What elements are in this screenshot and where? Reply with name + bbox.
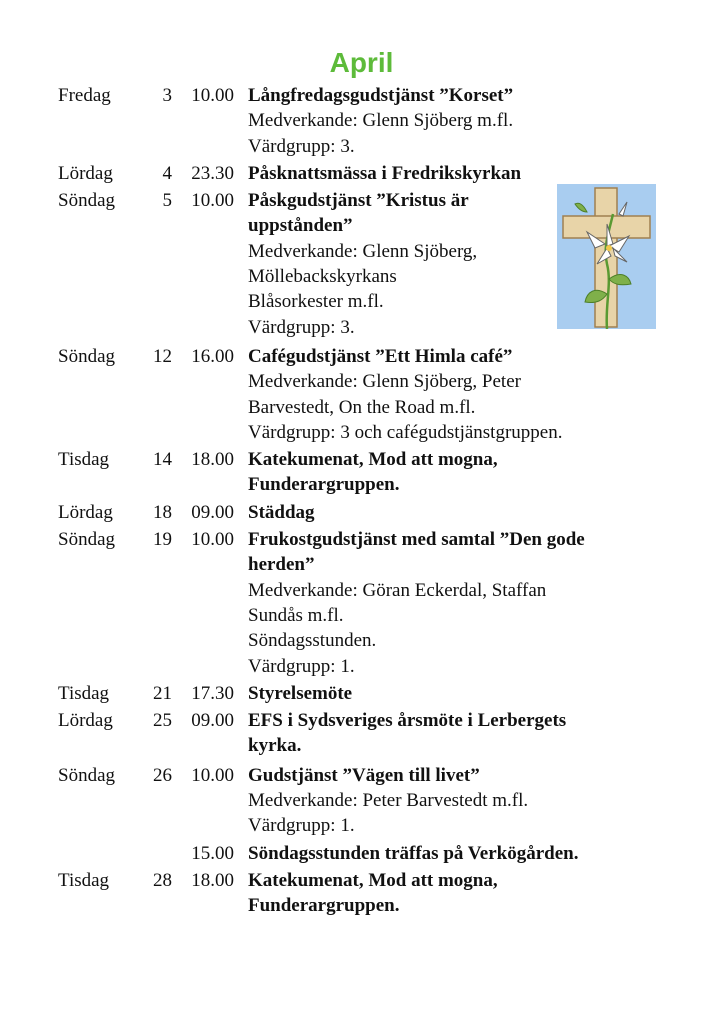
page-title: April bbox=[329, 47, 394, 78]
entry-title-line: Katekumenat, Mod att mogna, bbox=[248, 449, 498, 471]
schedule-entry bbox=[0, 161, 723, 186]
schedule-entry bbox=[0, 500, 723, 525]
entry-description bbox=[248, 763, 723, 839]
entry-description bbox=[248, 161, 723, 186]
entry-title-line: Gudstjänst ”Vägen till livet” bbox=[248, 764, 480, 786]
entry-day: Söndag bbox=[58, 764, 115, 786]
entry-description bbox=[248, 527, 723, 679]
entry-detail-line: Medverkande: Peter Barvestedt m.fl. bbox=[248, 790, 529, 812]
schedule-entry bbox=[0, 841, 723, 866]
entry-date: 18 bbox=[153, 501, 172, 523]
entry-time: 16.00 bbox=[191, 345, 234, 367]
entry-day: Lördag bbox=[58, 710, 113, 732]
schedule-entry bbox=[0, 344, 723, 445]
entry-time: 09.00 bbox=[191, 710, 234, 732]
entry-title-line: uppstånden” bbox=[248, 215, 353, 237]
entry-time: 10.00 bbox=[191, 190, 234, 212]
entry-detail-line: Medverkande: Glenn Sjöberg, bbox=[248, 240, 478, 262]
entry-title-line: Cafégudstjänst ”Ett Himla café” bbox=[248, 345, 513, 367]
entry-title-line: Långfredagsgudstjänst ”Korset” bbox=[248, 85, 514, 106]
entry-date: 3 bbox=[162, 85, 172, 106]
schedule-entry bbox=[0, 527, 723, 679]
entry-description bbox=[248, 83, 723, 159]
entry-title-line: Påskgudstjänst ”Kristus är bbox=[248, 190, 469, 212]
easter-lily-cross-icon bbox=[557, 184, 656, 329]
entry-detail-line: Barvestedt, On the Road m.fl. bbox=[248, 396, 476, 418]
entry-description bbox=[248, 447, 723, 498]
entry-title-line: herden” bbox=[248, 554, 315, 576]
entry-title-line: Frukostgudstjänst med samtal ”Den gode bbox=[248, 529, 585, 551]
entry-detail-line: Värdgrupp: 3. bbox=[248, 135, 355, 157]
entry-time: 18.00 bbox=[191, 449, 234, 471]
entry-description bbox=[248, 188, 543, 340]
entry-date: 19 bbox=[153, 529, 172, 551]
entry-time: 15.00 bbox=[191, 842, 234, 864]
entry-description bbox=[248, 681, 723, 706]
entry-time: 18.00 bbox=[191, 869, 234, 891]
schedule-entry bbox=[0, 708, 723, 759]
schedule-entry bbox=[0, 868, 723, 919]
entry-detail-line: Söndagsstunden. bbox=[248, 630, 377, 652]
entry-date: 14 bbox=[153, 449, 172, 471]
entry-day: Söndag bbox=[58, 190, 115, 212]
entry-description bbox=[248, 500, 723, 525]
entry-title-line: Städdag bbox=[248, 501, 315, 523]
entry-date: 21 bbox=[153, 682, 172, 704]
entry-day: Tisdag bbox=[58, 682, 110, 704]
entry-description bbox=[248, 344, 723, 445]
entry-detail-line: Möllebackskyrkans bbox=[248, 266, 397, 288]
entry-title-line: Katekumenat, Mod att mogna, bbox=[248, 869, 498, 891]
entry-title-line: EFS i Sydsveriges årsmöte i Lerbergets bbox=[248, 710, 567, 732]
entry-title-line: Påsknattsmässa i Fredrikskyrkan bbox=[248, 162, 522, 184]
entry-time: 17.30 bbox=[191, 682, 234, 704]
entry-time: 09.00 bbox=[191, 501, 234, 523]
entry-title-line: kyrka. bbox=[248, 735, 302, 757]
entry-date: 26 bbox=[153, 764, 172, 786]
entry-title-line: Funderargruppen. bbox=[248, 895, 400, 917]
entry-date: 5 bbox=[162, 190, 172, 212]
entry-title-line: Söndagsstunden träffas på Verkögården. bbox=[248, 842, 579, 864]
entry-description bbox=[248, 841, 723, 866]
entry-day: Söndag bbox=[58, 529, 115, 551]
entry-day: Fredag bbox=[58, 85, 111, 106]
entry-time: 23.30 bbox=[191, 162, 234, 184]
entry-date: 25 bbox=[153, 710, 172, 732]
entry-title-line: Funderargruppen. bbox=[248, 474, 400, 496]
entry-detail-line: Sundås m.fl. bbox=[248, 604, 344, 626]
entry-detail-line: Värdgrupp: 3 och cafégudstjänstgruppen. bbox=[248, 421, 563, 443]
entry-description bbox=[248, 868, 723, 919]
entry-day: Söndag bbox=[58, 345, 115, 367]
entry-time: 10.00 bbox=[191, 85, 234, 106]
entry-time: 10.00 bbox=[191, 529, 234, 551]
entry-time: 10.00 bbox=[191, 764, 234, 786]
entry-detail-line: Värdgrupp: 1. bbox=[248, 655, 355, 677]
entry-detail-line: Medverkande: Glenn Sjöberg, Peter bbox=[248, 371, 521, 393]
entry-detail-line: Värdgrupp: 1. bbox=[248, 815, 355, 837]
entry-title-line: Styrelsemöte bbox=[248, 682, 353, 704]
schedule-entry bbox=[0, 83, 723, 159]
entry-detail-line: Medverkande: Göran Eckerdal, Staffan bbox=[248, 579, 547, 601]
schedule-entry bbox=[0, 447, 723, 498]
entry-day: Lördag bbox=[58, 162, 113, 184]
schedule-entry bbox=[0, 763, 723, 839]
entry-day: Tisdag bbox=[58, 449, 110, 471]
entry-detail-line: Medverkande: Glenn Sjöberg m.fl. bbox=[248, 110, 514, 132]
entry-description bbox=[248, 708, 723, 759]
entry-date: 28 bbox=[153, 869, 172, 891]
entry-day: Lördag bbox=[58, 501, 113, 523]
entry-day: Tisdag bbox=[58, 869, 110, 891]
entry-detail-line: Blåsorkester m.fl. bbox=[248, 291, 384, 313]
entry-detail-line: Värdgrupp: 3. bbox=[248, 316, 355, 338]
schedule-entry bbox=[0, 681, 723, 706]
entry-date: 4 bbox=[162, 162, 172, 184]
entry-date: 12 bbox=[153, 345, 172, 367]
